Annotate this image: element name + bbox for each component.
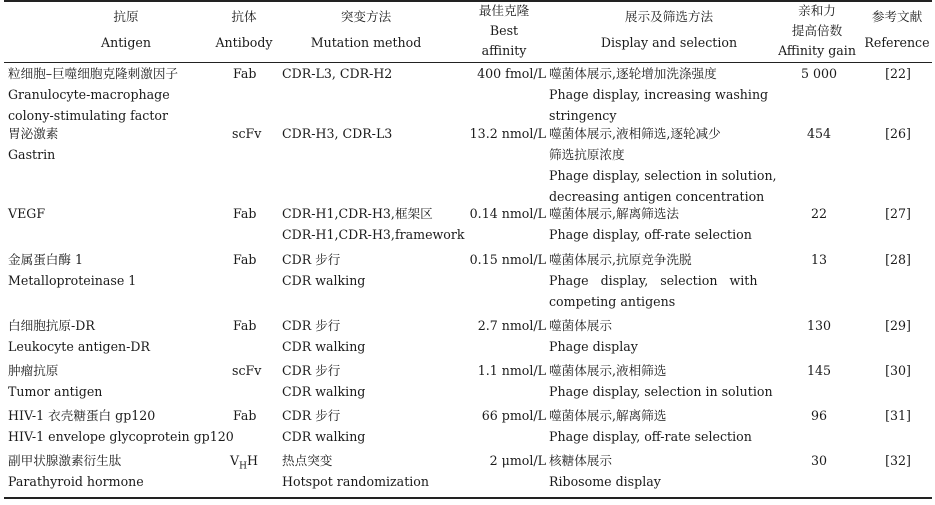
reference: [28]	[885, 252, 911, 267]
mutation-method: CDR-H3, CDR-L3	[282, 126, 393, 141]
header-ref-en: Reference	[864, 35, 930, 50]
best-affinity: 400 fmol/L	[477, 66, 546, 81]
table-row	[4, 64, 932, 124]
antigen-en: Gastrin	[8, 147, 56, 162]
display-en: Ribosome display	[549, 474, 661, 489]
table-row	[4, 250, 932, 314]
affinity-gain: 130	[806, 318, 832, 333]
reference: [22]	[885, 66, 911, 81]
reference: [31]	[885, 408, 911, 423]
header-display-zh: 展示及筛选方法	[624, 9, 714, 24]
affinity-gain: 30	[810, 453, 828, 468]
mutation-method-en: CDR walking	[282, 384, 366, 399]
mutation-method-en: CDR walking	[282, 273, 366, 288]
table-row	[4, 124, 932, 204]
affinity-gain: 22	[810, 206, 828, 221]
antibody-type: Fab	[233, 252, 257, 267]
best-affinity: 0.14 nmol/L	[469, 206, 546, 221]
display-en: Phage display, selection with	[549, 273, 758, 288]
display-zh-cont: 筛选抗原浓度	[549, 147, 625, 162]
mutation-method: CDR 步行	[282, 408, 341, 423]
header-affinity-zh: 最佳克隆	[478, 3, 530, 18]
reference: [27]	[885, 206, 911, 221]
antigen-en: Granulocyte-macrophage	[8, 87, 170, 102]
antigen-zh: 副甲状腺激素衍生肽	[8, 453, 122, 468]
best-affinity: 2.7 nmol/L	[477, 318, 546, 333]
antibody-type: Fab	[233, 206, 257, 221]
mutation-method: CDR 步行	[282, 252, 341, 267]
bottom-rule	[4, 497, 932, 499]
table-row	[4, 361, 932, 405]
reference: [26]	[885, 126, 911, 141]
reference: [30]	[885, 363, 911, 378]
header-mutation-zh: 突变方法	[340, 9, 392, 24]
table-row	[4, 451, 932, 495]
header-ref-zh: 参考文献	[871, 9, 923, 24]
mutation-method: CDR-H1,CDR-H3,框架区	[282, 206, 433, 221]
antigen-en: Tumor antigen	[8, 384, 103, 399]
antibody-main: V	[230, 453, 240, 468]
antigen-en: Metalloproteinase 1	[8, 273, 137, 288]
antibody-type: Fab	[233, 66, 257, 81]
antigen-zh: HIV-1 衣壳糖蛋白 gp120	[8, 408, 156, 423]
antigen-zh: 胃泌激素	[8, 126, 59, 141]
antibody-type	[230, 451, 258, 477]
display-en: Phage display, increasing washing	[549, 87, 769, 102]
display-en: Phage display, off-rate selection	[549, 227, 752, 242]
antigen-zh: VEGF	[8, 206, 46, 221]
display-en: Phage display, selection in solution	[549, 384, 773, 399]
antibody-type: Fab	[233, 318, 257, 333]
antigen-en: Parathyroid hormone	[8, 474, 144, 489]
header-antibody-en: Antibody	[215, 35, 273, 50]
antibody-type: Fab	[233, 408, 257, 423]
affinity-gain: 145	[806, 363, 832, 378]
header-affinity-en-1: Best	[489, 23, 519, 38]
header-gain-zh-1: 亲和力	[798, 3, 836, 18]
affinity-gain: 454	[806, 126, 832, 141]
header-display-en: Display and selection	[600, 35, 738, 50]
header-antibody-zh: 抗体	[231, 9, 257, 24]
display-zh: 噬菌体展示	[549, 318, 612, 333]
display-zh: 核糖体展示	[549, 453, 612, 468]
antigen-zh: 粒细胞–巨噬细胞克隆刺激因子	[8, 66, 179, 81]
table-row	[4, 406, 932, 450]
antibody-type: scFv	[232, 363, 262, 378]
mutation-method-en: CDR-H1,CDR-H3,framework	[282, 227, 465, 242]
antigen-zh: 肿瘤抗原	[8, 363, 59, 378]
header-gain-zh-2: 提高倍数	[791, 23, 843, 38]
display-zh: 噬菌体展示,液相筛选,逐轮减少	[549, 126, 721, 141]
table-row	[4, 204, 932, 249]
mutation-method-en: Hotspot randomization	[282, 474, 429, 489]
display-en-cont: decreasing antigen concentration	[549, 189, 765, 204]
table-row	[4, 316, 932, 360]
header-rule	[4, 62, 932, 63]
best-affinity: 2 μmol/L	[489, 453, 546, 468]
display-en: Phage display, off-rate selection	[549, 429, 752, 444]
mutation-method: CDR-L3, CDR-H2	[282, 66, 393, 81]
display-zh: 噬菌体展示,解离筛选法	[549, 206, 679, 221]
antigen-en: HIV-1 envelope glycoprotein gp120	[8, 429, 234, 444]
antigen-zh: 金属蛋白酶 1	[8, 252, 83, 267]
best-affinity: 0.15 nmol/L	[469, 252, 546, 267]
mutation-method-en: CDR walking	[282, 429, 366, 444]
affinity-gain: 96	[810, 408, 828, 423]
affinity-gain: 5 000	[800, 66, 838, 81]
reference: [29]	[885, 318, 911, 333]
best-affinity: 1.1 nmol/L	[477, 363, 546, 378]
display-zh: 噬菌体展示,抗原竞争洗脱	[549, 252, 692, 267]
header-affinity-en-2: affinity	[481, 43, 527, 58]
display-zh: 噬菌体展示,液相筛选	[549, 363, 667, 378]
header-mutation-en: Mutation method	[310, 35, 422, 50]
affinity-maturation-table	[4, 0, 932, 505]
antigen-en-cont: colony-stimulating factor	[8, 108, 169, 123]
affinity-gain: 13	[810, 252, 828, 267]
display-en-cont: competing antigens	[549, 294, 676, 309]
antigen-en: Leukocyte antigen-DR	[8, 339, 150, 354]
mutation-method: 热点突变	[282, 453, 333, 468]
antibody-type: scFv	[232, 126, 262, 141]
display-en: Phage display, selection in solution,	[549, 168, 777, 183]
best-affinity: 66 pmol/L	[481, 408, 546, 423]
mutation-method: CDR 步行	[282, 363, 341, 378]
display-en-cont: stringency	[549, 108, 617, 123]
antigen-zh: 白细胞抗原-DR	[8, 318, 95, 333]
header-gain-en: Affinity gain	[778, 43, 856, 58]
mutation-method: CDR 步行	[282, 318, 341, 333]
antibody-subscript: H	[239, 461, 247, 472]
header-antigen-zh: 抗原	[113, 9, 139, 24]
header-antigen-en: Antigen	[101, 35, 151, 50]
mutation-method-en: CDR walking	[282, 339, 366, 354]
display-en: Phage display	[549, 339, 638, 354]
antibody-tail: H	[246, 453, 258, 468]
reference: [32]	[885, 453, 911, 468]
display-zh: 噬菌体展示,逐轮增加洗涤强度	[549, 66, 717, 81]
best-affinity: 13.2 nmol/L	[469, 126, 546, 141]
display-zh: 噬菌体展示,解离筛选	[549, 408, 667, 423]
